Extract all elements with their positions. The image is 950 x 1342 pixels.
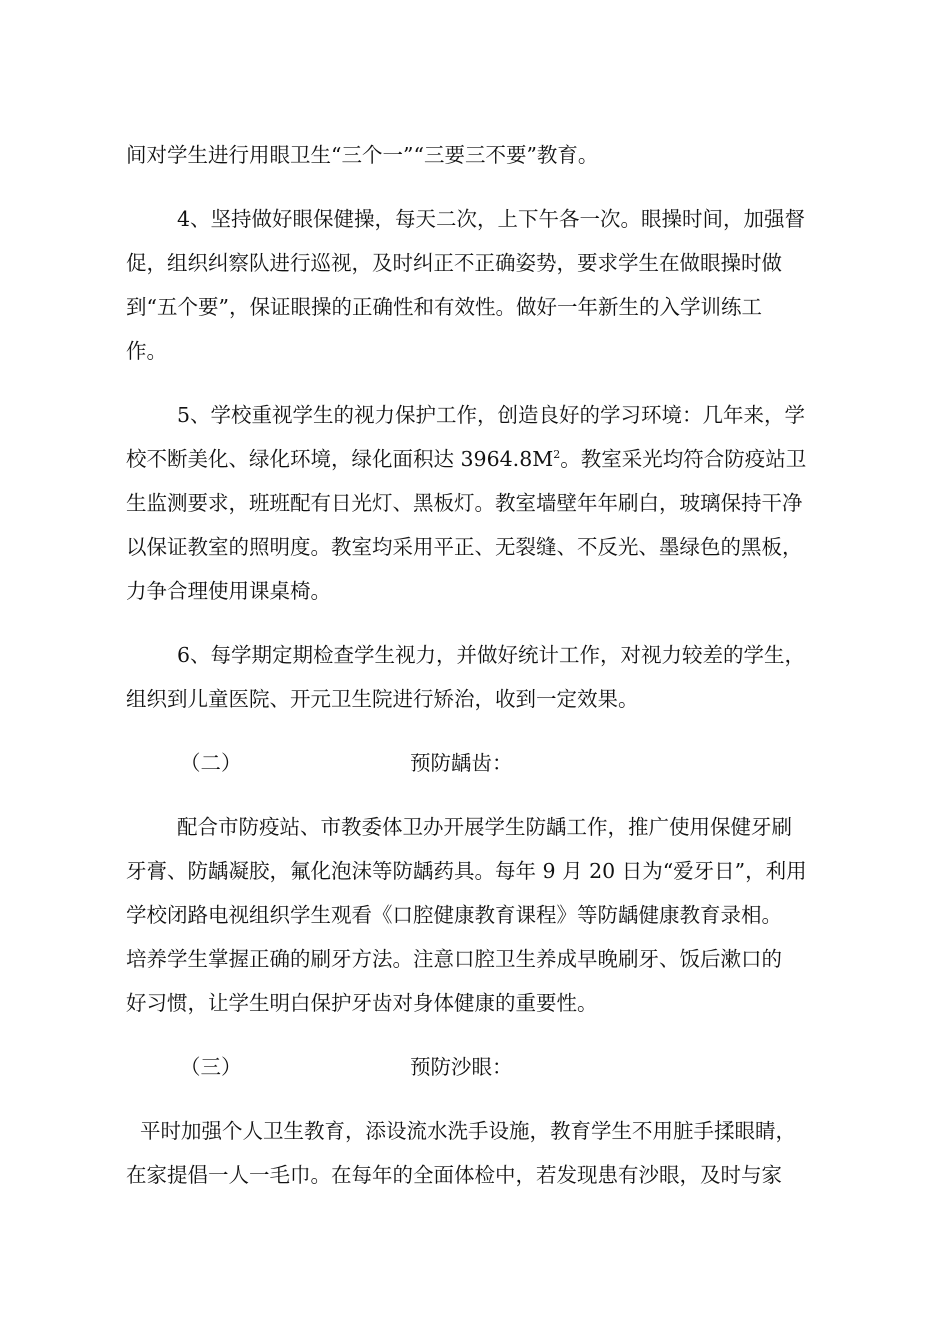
paragraph-line: 间对学生进行用眼卫生“三个一”“三要三不要”教育。 (126, 143, 599, 167)
paragraph-line: 平时加强个人卫生教育，添设流水洗手设施，教育学生不用脏手揉眼睛， (140, 1119, 796, 1143)
paragraph-line: 配合市防疫站、市教委体卫办开展学生防龋工作，推广使用保健牙刷 (177, 815, 792, 839)
paragraph-line: 6、每学期定期检查学生视力，并做好统计工作，对视力较差的学生， (177, 643, 806, 667)
paragraph-line: 以保证教室的照明度。教室均采用平正、无裂缝、不反光、墨绿色的黑板， (126, 535, 803, 559)
section-title-3: 预防沙眼： (410, 1055, 513, 1079)
paragraph-line: 作。 (126, 339, 167, 363)
superscript-2: 2 (553, 448, 561, 462)
paragraph-line: 4、坚持做好眼保健操，每天二次，上下午各一次。眼操时间，加强督 (177, 207, 806, 231)
paragraph-line: 5、学校重视学生的视力保护工作，创造良好的学习环境：几年来，学 (177, 403, 806, 427)
paragraph-line: 学校闭路电视组织学生观看《口腔健康教育课程》等防龋健康教育录相。 (126, 903, 782, 927)
paragraph-line: 培养学生掌握正确的刷牙方法。注意口腔卫生养成早晚刷牙、饭后漱口的 (126, 947, 782, 971)
paragraph-line: 促，组织纠察队进行巡视，及时纠正不正确姿势，要求学生在做眼操时做 (126, 251, 782, 275)
paragraph-line-with-superscript (126, 447, 826, 471)
paragraph-line: 到“五个要”，保证眼操的正确性和有效性。做好一年新生的入学训练工 (126, 295, 762, 319)
paragraph-line: 组织到儿童医院、开元卫生院进行矫治，收到一定效果。 (126, 687, 639, 711)
section-number-3: （三） (180, 1055, 242, 1079)
area-text-rest: 。教室采光均符合防疫站卫 (560, 447, 807, 471)
paragraph-line: 力争合理使用课桌椅。 (126, 579, 331, 603)
paragraph-line: 牙膏、防龋凝胶，氟化泡沫等防龋药具。每年 9 月 20 日为“爱牙日”，利用 (126, 859, 807, 883)
area-text: 校不断美化、绿化环境，绿化面积达 3964.8M (126, 447, 554, 471)
paragraph-line: 生监测要求，班班配有日光灯、黑板灯。教室墙壁年年刷白，玻璃保持干净 (126, 491, 803, 515)
paragraph-line: 在家提倡一人一毛巾。在每年的全面体检中，若发现患有沙眼，及时与家 (126, 1163, 782, 1187)
section-title-2: 预防龋齿： (410, 751, 513, 775)
paragraph-line: 好习惯，让学生明白保护牙齿对身体健康的重要性。 (126, 991, 598, 1015)
section-number-2: （二） (180, 751, 242, 775)
